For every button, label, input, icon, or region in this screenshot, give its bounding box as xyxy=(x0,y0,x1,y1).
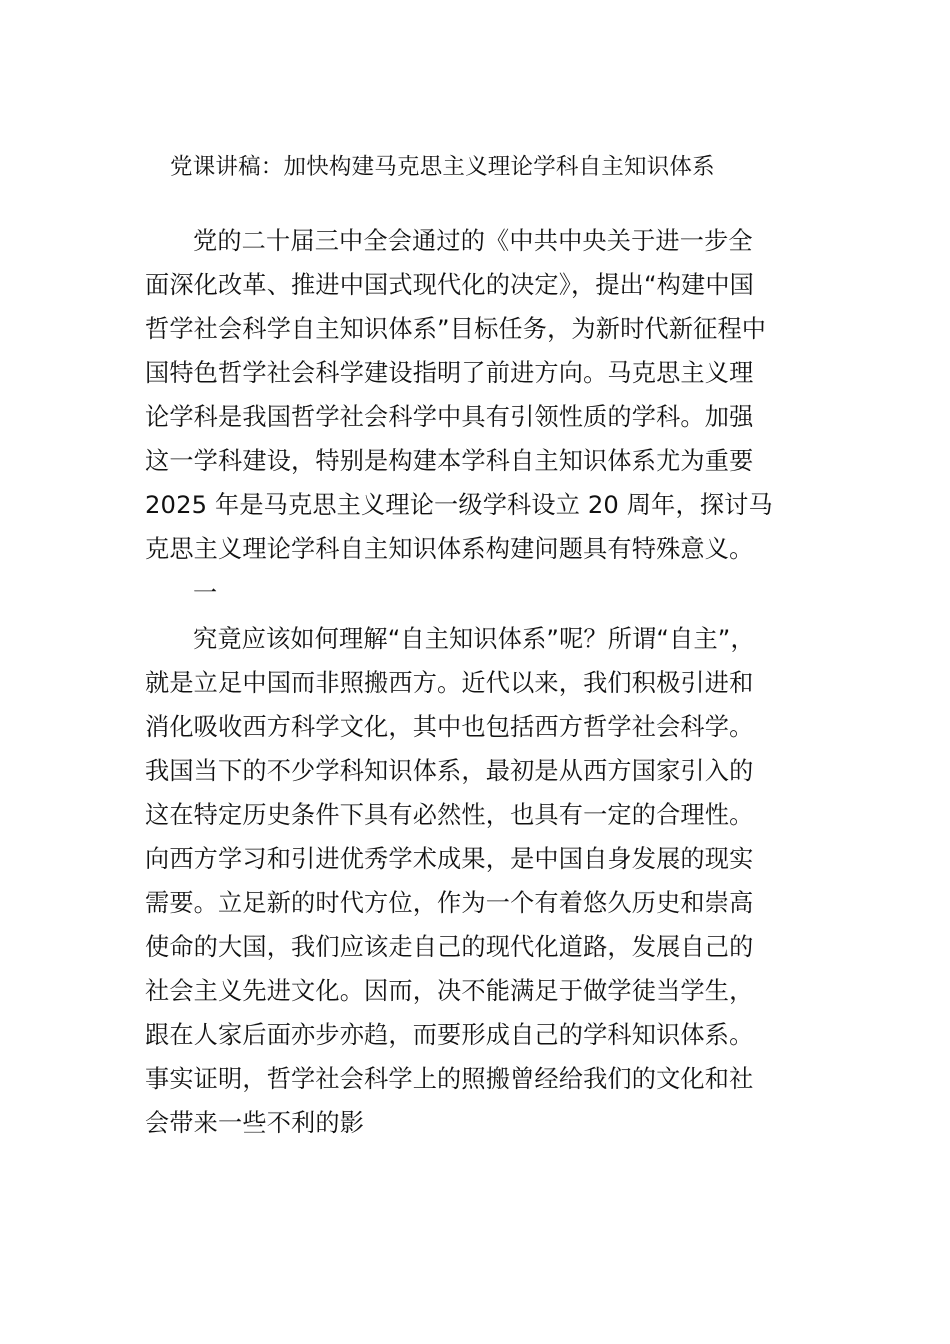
paragraph-line: 面深化改革、推进中国式现代化的决定》，提出“构建中国 xyxy=(145,271,755,299)
paragraph-line: 克思主义理论学科自主知识体系构建问题具有特殊意义。 xyxy=(145,535,754,563)
paragraph-line: 使命的大国，我们应该走自己的现代化道路，发展自己的 xyxy=(145,933,754,961)
document-body xyxy=(145,219,815,1145)
section-heading-one xyxy=(145,571,815,615)
paragraph-line: 事实证明，哲学社会科学上的照搬曾经给我们的文化和社 xyxy=(145,1065,754,1093)
paragraph-line: 会带来一些不利的影 xyxy=(145,1109,365,1137)
paragraph-line: 就是立足中国而非照搬西方。近代以来，我们积极引进和 xyxy=(145,669,754,697)
paragraph-line: 2025 年是马克思主义理论一级学科设立 20 周年，探讨马 xyxy=(145,491,773,519)
section-number: 一 xyxy=(193,579,218,607)
paragraph-line: 跟在人家后面亦步亦趋，而要形成自己的学科知识体系。 xyxy=(145,1021,754,1049)
paragraph-intro xyxy=(145,219,815,571)
paragraph-line: 向西方学习和引进优秀学术成果，是中国自身发展的现实 xyxy=(145,845,754,873)
document-title: 党课讲稿：加快构建马克思主义理论学科自主知识体系 xyxy=(170,154,715,180)
paragraph-line: 这在特定历史条件下具有必然性，也具有一定的合理性。 xyxy=(145,801,754,829)
paragraph-line: 哲学社会科学自主知识体系”目标任务，为新时代新征程中 xyxy=(145,315,767,343)
paragraph-line: 论学科是我国哲学社会科学中具有引领性质的学科。加强 xyxy=(145,403,754,431)
paragraph-line: 这一学科建设，特别是构建本学科自主知识体系尤为重要 xyxy=(145,447,754,475)
paragraph-line: 社会主义先进文化。因而，决不能满足于做学徒当学生， xyxy=(145,977,754,1005)
paragraph-line: 党的二十届三中全会通过的《中共中央关于进一步全 xyxy=(193,227,753,255)
paragraph-autonomy xyxy=(145,617,815,1145)
paragraph-line: 消化吸收西方科学文化，其中也包括西方哲学社会科学。 xyxy=(145,713,754,741)
paragraph-line: 我国当下的不少学科知识体系，最初是从西方国家引入的 xyxy=(145,757,754,785)
paragraph-line: 需要。立足新的时代方位，作为一个有着悠久历史和崇高 xyxy=(145,889,754,917)
paragraph-line: 国特色哲学社会科学建设指明了前进方向。马克思主义理 xyxy=(145,359,754,387)
paragraph-line: 究竟应该如何理解“自主知识体系”呢？所谓“自主”， xyxy=(193,625,755,653)
